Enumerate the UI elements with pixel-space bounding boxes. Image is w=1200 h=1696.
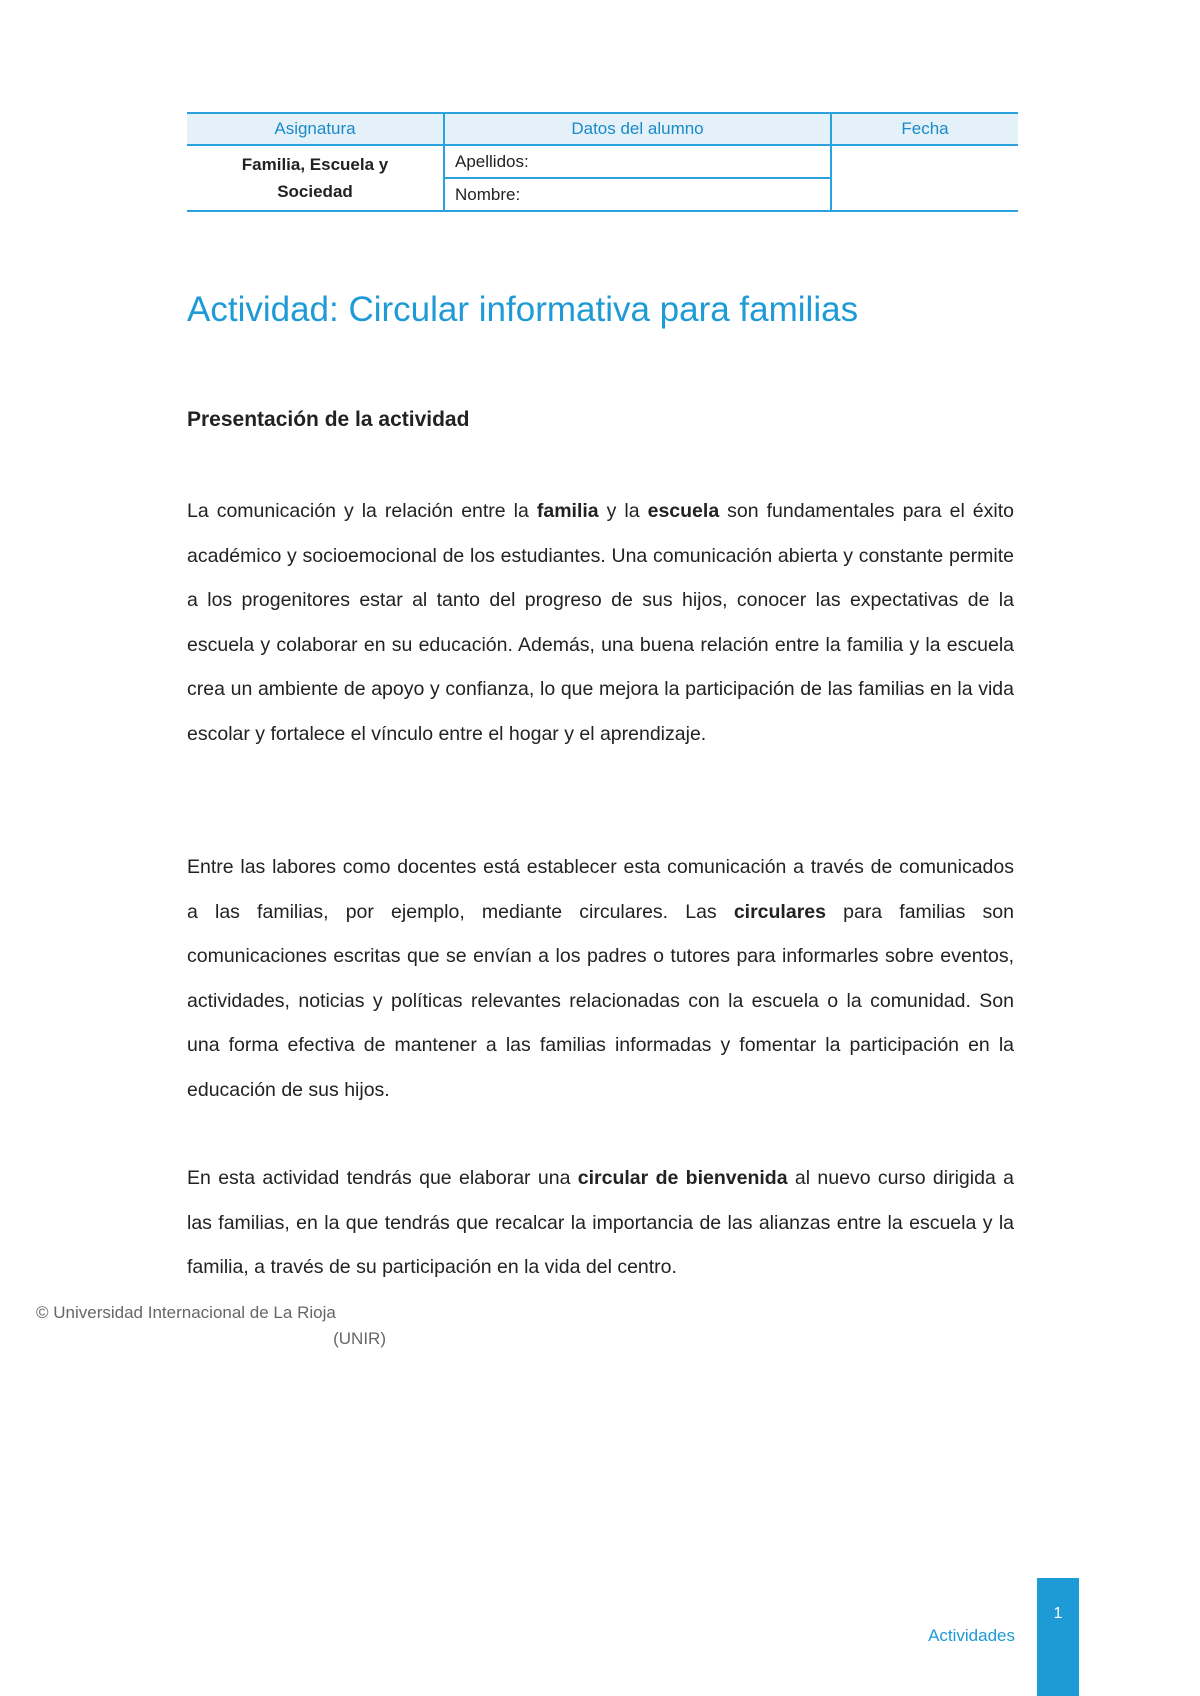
section-heading: Presentación de la actividad [187, 408, 470, 431]
footer-section-label: Actividades [928, 1626, 1015, 1645]
surname-field[interactable]: Apellidos: [444, 145, 831, 178]
paragraph-1-text-c: son fundamentales para el éxito académico y socioemocional de los estudiantes. Una comunicación abierta y constante permite a los progenitores estar al tanto del progreso de sus hijos, conocer las expectativas de la escuela y colaborar en su educación. Además, una buena relación entre la familia y la escuela crea un ambiente de apoyo y confianza, lo que mejora la participación de las familias en la vida escolar y fortalece el vínculo entre el hogar y el aprendizaje. [187, 500, 1014, 745]
subject-name [187, 145, 444, 211]
paragraph-1-text-b: y la [598, 500, 648, 522]
paragraph-3-bold-circular: circular de bienvenida [577, 1167, 788, 1189]
page-number-tab [1037, 1578, 1079, 1696]
copyright-notice [36, 1300, 386, 1352]
name-field[interactable]: Nombre: [444, 178, 831, 211]
copyright-line-1: © Universidad Internacional de La Rioja [36, 1303, 336, 1322]
copyright-line-2: (UNIR) [333, 1329, 386, 1348]
paragraph-1 [187, 489, 1014, 756]
header-subject-column: Asignatura [187, 113, 444, 145]
paragraph-2 [187, 845, 1014, 1112]
date-field[interactable] [831, 145, 1018, 211]
paragraph-2-bold-circulares: circulares [733, 900, 826, 923]
paragraph-2-text-a: Entre las labores como docentes está establecer esta comunicación a través de comunicados a las familias, por ejemplo, mediante circulares. Las [187, 856, 1014, 923]
paragraph-3-text-b: al nuevo curso dirigida a las familias, en la que tendrás que recalcar la importancia de las alianzas entre la escuela y la familia, a través de su participación en la vida del centro. [187, 1167, 1014, 1278]
paragraph-3-text-a: En esta actividad tendrás que elaborar una [187, 1167, 578, 1189]
subject-line-1: Familia, Escuela y [241, 155, 389, 174]
header-student-column: Datos del alumno [444, 113, 831, 145]
paragraph-2-text-b: para familias son comunicaciones escritas que se envían a los padres o tutores para informarles sobre eventos, actividades, noticias y políticas relevantes relacionadas con la escuela o la comunidad. Son una forma efectiva de mantener a las familias informadas y fomentar la participación en la educación de sus hijos. [187, 900, 1014, 1101]
page-number: 1 [1053, 1605, 1063, 1622]
page-title: Actividad: Circular informativa para familias [187, 290, 859, 329]
header-table [187, 112, 1018, 212]
header-date-column: Fecha [831, 113, 1018, 145]
paragraph-1-text-a: La comunicación y la relación entre la [187, 500, 537, 522]
subject-line-2: Sociedad [277, 182, 353, 201]
paragraph-1-bold-escuela: escuela [647, 500, 720, 522]
paragraph-3 [187, 1156, 1014, 1290]
paragraph-1-bold-familia: familia [536, 500, 599, 522]
